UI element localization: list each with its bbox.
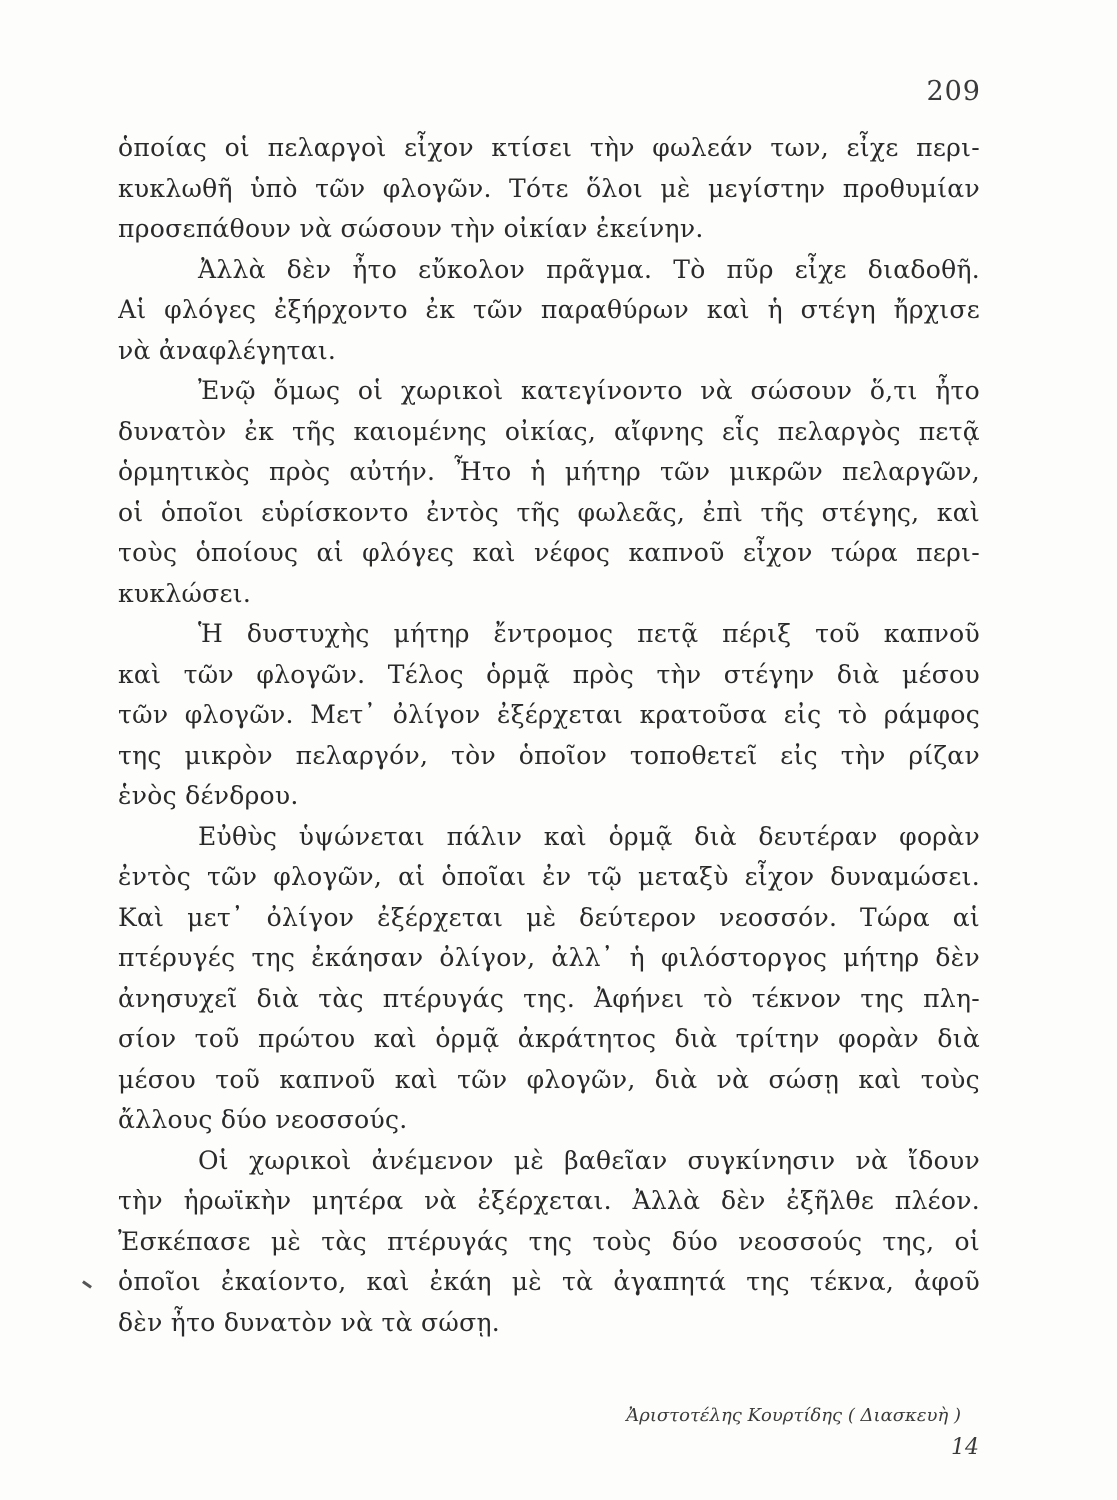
text-line: καὶ τῶν φλογῶν. Τέλος ὁρμᾷ πρὸς τὴν στέγην διὰ μέσου: [118, 659, 980, 689]
author-attribution: Ἀριστοτέλης Κουρτίδης ( Διασκευὴ ): [626, 1405, 961, 1426]
text-line: σίον τοῦ πρώτου καὶ ὁρμᾷ ἀκράτητος διὰ τρίτην φορὰν διὰ: [118, 1024, 980, 1053]
paragraph-start: Οἱ χωρικοὶ ἀνέμενον μὲ βαθεῖαν συγκίνησιν νὰ ἴδουν: [198, 1145, 980, 1175]
text-line: ἐντὸς τῶν φλογῶν, αἱ ὁποῖαι ἐν τῷ μεταξὺ εἶχον δυναμώσει.: [118, 862, 980, 891]
text-line: κυκλώσει.: [118, 578, 252, 608]
text-line: Αἱ φλόγες ἐξήρχοντο ἐκ τῶν παραθύρων καὶ ἡ στέγη ἤρχισε: [118, 295, 980, 324]
page-number: 209: [926, 76, 981, 107]
text-line: της μικρὸν πελαργόν, τὸν ὁποῖον τοποθετεῖ εἰς τὴν ρίζαν: [118, 740, 980, 770]
text-line: τῶν φλογῶν. Μετ᾽ ὀλίγον ἐξέρχεται κρατοῦσα εἰς τὸ ράμφος: [118, 700, 980, 729]
text-line: Ἐσκέπασε μὲ τὰς πτέρυγάς της τοὺς δύο νεοσσούς της, οἱ: [118, 1226, 980, 1256]
paragraph-start: Ἀλλὰ δὲν ἦτο εὔκολον πρᾶγμα. Τὸ πῦρ εἶχε διαδοθῆ.: [198, 254, 980, 284]
text-line: κυκλωθῆ ὑπὸ τῶν φλογῶν. Τότε ὅλοι μὲ μεγίστην προθυμίαν: [118, 173, 980, 203]
text-line: ὁποίας οἱ πελαργοὶ εἶχον κτίσει τὴν φωλεάν των, εἶχε περι-: [118, 133, 980, 162]
printer-signature: 14: [951, 1435, 979, 1460]
text-line: ὁποῖοι ἐκαίοντο, καὶ ἐκάη μὲ τὰ ἀγαπητά της τέκνα, ἀφοῦ: [118, 1267, 980, 1296]
paragraph-start: Ἐνῷ ὅμως οἱ χωρικοὶ κατεγίνοντο νὰ σώσουν ὅ,τι ἦτο: [198, 376, 980, 405]
text-line: τὴν ἡρωϊκὴν μητέρα νὰ ἐξέρχεται. Ἀλλὰ δὲν ἐξῆλθε πλέον.: [118, 1186, 980, 1215]
body-text: [118, 128, 980, 1343]
text-line: ὁρμητικὸς πρὸς αὐτήν. Ἦτο ἡ μήτηρ τῶν μικρῶν πελαργῶν,: [118, 457, 980, 486]
text-line: νὰ ἀναφλέγηται.: [118, 335, 337, 365]
text-line: πτέρυγές της ἐκάησαν ὀλίγον, ἀλλ᾽ ἡ φιλόστοργος μήτηρ δὲν: [118, 943, 980, 972]
text-line: ἀνησυχεῖ διὰ τὰς πτέρυγάς της. Ἀφήνει τὸ τέκνον της πλη-: [118, 983, 980, 1013]
text-line: ἑνὸς δένδρου.: [118, 781, 299, 810]
text-line: δυνατὸν ἐκ τῆς καιομένης οἰκίας, αἴφνης εἷς πελαργὸς πετᾷ: [118, 416, 980, 446]
text-line: δὲν ἦτο δυνατὸν νὰ τὰ σώσῃ.: [118, 1307, 501, 1337]
margin-pencil-mark: [82, 1280, 92, 1288]
text-line: ἄλλους δύο νεοσσούς.: [118, 1105, 408, 1134]
paragraph-start: Ἡ δυστυχὴς μήτηρ ἔντρομος πετᾷ πέριξ τοῦ καπνοῦ: [198, 619, 980, 648]
paragraph-start: Εὐθὺς ὑψώνεται πάλιν καὶ ὁρμᾷ διὰ δευτέραν φορὰν: [198, 821, 980, 851]
text-line: μέσου τοῦ καπνοῦ καὶ τῶν φλογῶν, διὰ νὰ σώσῃ καὶ τοὺς: [118, 1064, 980, 1094]
text-line: προσεπάθουν νὰ σώσουν τὴν οἰκίαν ἐκείνην.: [118, 214, 704, 243]
text-line: οἱ ὁποῖοι εὑρίσκοντο ἐντὸς τῆς φωλεᾶς, ἐπὶ τῆς στέγης, καὶ: [118, 497, 980, 527]
text-line: Καὶ μετ᾽ ὀλίγον ἐξέρχεται μὲ δεύτερον νεοσσόν. Τώρα αἱ: [118, 902, 980, 932]
text-line: τοὺς ὁποίους αἱ φλόγες καὶ νέφος καπνοῦ εἶχον τώρα περι-: [118, 538, 980, 567]
